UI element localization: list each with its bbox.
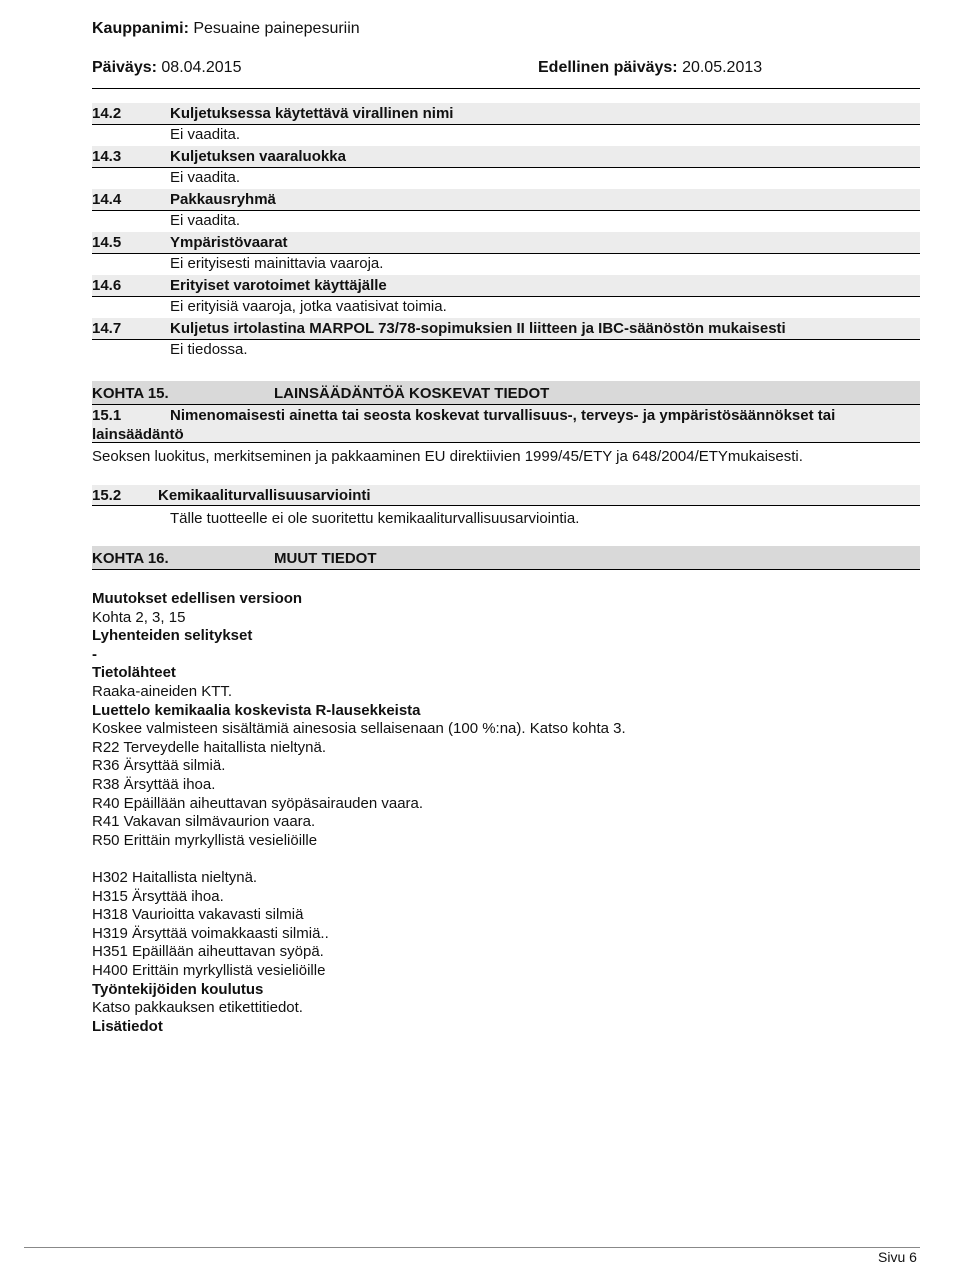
- info-line: H319 Ärsyttää voimakkaasti silmiä..: [92, 924, 329, 942]
- info-line: R40 Epäillään aiheuttavan syöpäsairauden vaara.: [92, 794, 424, 812]
- row-15-2-title: Kemikaaliturvallisuusarviointi: [158, 487, 371, 504]
- prev-date-value: 20.05.2013: [682, 59, 763, 76]
- info-heading: Luettelo kemikaalia koskevista R-lausekkeista: [92, 701, 421, 719]
- product-value: Pesuaine painepesuriin: [193, 20, 360, 37]
- row-14-sep: [92, 210, 920, 211]
- date-value: 08.04.2015: [161, 59, 242, 76]
- info-heading: Lyhenteiden selitykset: [92, 627, 253, 645]
- info-line: H302 Haitallista nieltynä.: [92, 869, 258, 886]
- row-14-sep: [92, 167, 920, 168]
- row-15-1-title: Nimenomaisesti ainetta tai seosta koskevat turvallisuus-, terveys- ja ympäristösäännökset tai: [170, 407, 836, 424]
- row-15-1-text: Seoksen luokitus, merkitseminen ja pakkaaminen EU direktiivien 1999/45/ETY ja 648/2004/ETYmukaisesti.: [92, 448, 803, 465]
- info-line: Koskee valmisteen sisältämiä ainesosia sellaisenaan (100 %:na). Katso kohta 3.: [92, 720, 626, 738]
- info-line: R41 Vakavan silmävaurion vaara.: [92, 813, 316, 831]
- row-14-title: Pakkausryhmä: [170, 191, 276, 208]
- info-heading: Lisätiedot: [92, 1017, 163, 1035]
- kohta-16-title: MUUT TIEDOT: [274, 550, 377, 567]
- info-heading: Tietolähteet: [92, 664, 176, 682]
- row-14-text: Ei erityisesti mainittavia vaaroja.: [170, 255, 384, 272]
- prev-date-row: [538, 59, 762, 77]
- info-line: Raaka-aineiden KTT.: [92, 683, 233, 700]
- info-line: R22 Terveydelle haitallista nieltynä.: [92, 738, 327, 756]
- kohta-15-label: KOHTA 15.: [92, 385, 169, 402]
- row-14-sep: [92, 253, 920, 254]
- row-14-num: 14.7: [92, 320, 122, 337]
- row-14-num: 14.6: [92, 277, 122, 294]
- info-line: Katso pakkauksen etikettitiedot.: [92, 999, 303, 1017]
- row-15-2-sep: [92, 505, 920, 506]
- row-14-title: Kuljetuksessa käytettävä virallinen nimi: [170, 105, 454, 122]
- info-heading: -: [92, 645, 97, 663]
- row-14-sep: [92, 124, 920, 125]
- row-14-num: 14.2: [92, 105, 122, 122]
- row-15-2-text: Tälle tuotteelle ei ole suoritettu kemikaaliturvallisuusarviointia.: [170, 510, 580, 527]
- row-14-title: Erityiset varotoimet käyttäjälle: [170, 277, 387, 294]
- info-heading: Työntekijöiden koulutus: [92, 980, 264, 998]
- kohta-15-title: LAINSÄÄDÄNTÖÄ KOSKEVAT TIEDOT: [274, 385, 550, 402]
- info-line: H351 Epäillään aiheuttavan syöpä.: [92, 943, 324, 961]
- date-row: [92, 59, 241, 77]
- footer-divider: [24, 1247, 920, 1248]
- info-line: H318 Vaurioitta vakavasti silmiä: [92, 906, 304, 924]
- row-14-text: Ei vaadita.: [170, 126, 241, 143]
- row-15-1-num: 15.1: [92, 407, 122, 424]
- row-14-num: 14.3: [92, 148, 122, 165]
- row-14-text: Ei vaadita.: [170, 169, 241, 186]
- header-divider: [92, 88, 920, 89]
- info-line: R36 Ärsyttää silmiä.: [92, 757, 226, 775]
- prev-date-label: Edellinen päiväys:: [538, 59, 678, 76]
- page-number: Sivu 6: [878, 1249, 917, 1265]
- date-label: Päiväys:: [92, 59, 157, 76]
- row-14-title: Kuljetus irtolastina MARPOL 73/78-sopimuksien II liitteen ja IBC-säänöstön mukaisesti: [170, 320, 786, 337]
- row-14-text: Ei erityisiä vaaroja, jotka vaatisivat toimia.: [170, 298, 447, 315]
- row-15-1-sep: [92, 442, 920, 443]
- info-line: H400 Erittäin myrkyllistä vesieliöille: [92, 962, 326, 979]
- row-15-2-num: 15.2: [92, 487, 122, 504]
- info-line: Kohta 2, 3, 15: [92, 608, 186, 626]
- product-label: Kauppanimi:: [92, 20, 189, 37]
- info-line: R38 Ärsyttää ihoa.: [92, 776, 216, 793]
- row-14-text: Ei vaadita.: [170, 212, 241, 229]
- row-14-sep: [92, 339, 920, 340]
- row-15-1-title-2: lainsäädäntö: [92, 426, 184, 443]
- kohta-16-bar: [92, 546, 920, 570]
- row-14-sep: [92, 296, 920, 297]
- product-name-row: [92, 20, 360, 38]
- row-14-title: Ympäristövaarat: [170, 234, 288, 251]
- info-line: H315 Ärsyttää ihoa.: [92, 887, 224, 905]
- row-14-num: 14.5: [92, 234, 122, 251]
- kohta-16-label: KOHTA 16.: [92, 550, 169, 567]
- info-line: R50 Erittäin myrkyllistä vesieliöille: [92, 831, 318, 849]
- row-14-title: Kuljetuksen vaaraluokka: [170, 148, 346, 165]
- row-14-text: Ei tiedossa.: [170, 341, 248, 358]
- info-heading: Muutokset edellisen versioon: [92, 590, 303, 607]
- row-14-num: 14.4: [92, 191, 122, 208]
